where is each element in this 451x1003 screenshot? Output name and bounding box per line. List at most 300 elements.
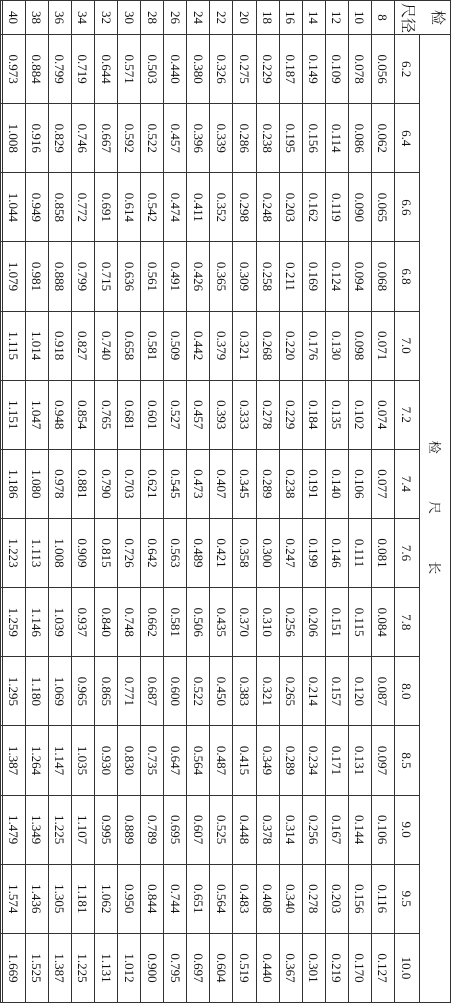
- diameter-cell: 26: [164, 1, 187, 35]
- table-row: [256, 1, 279, 1003]
- volume-cell: 1.047: [25, 380, 48, 449]
- volume-cell: 0.978: [48, 449, 71, 518]
- volume-cell: 0.644: [94, 35, 117, 104]
- volume-cell: 0.229: [256, 35, 279, 104]
- diameter-cell: 16: [279, 1, 302, 35]
- volume-cell: 0.642: [141, 518, 164, 587]
- length-header-cell: 6.8: [395, 242, 420, 311]
- length-header-cell: 10.0: [395, 933, 420, 1002]
- volume-cell: 0.219: [325, 933, 348, 1002]
- volume-cell: 0.703: [118, 449, 141, 518]
- volume-cell: 0.090: [348, 173, 371, 242]
- volume-cell: 0.509: [164, 311, 187, 380]
- volume-cell: 0.301: [302, 933, 325, 1002]
- volume-cell: 0.171: [325, 726, 348, 795]
- empty-cell: [1, 795, 3, 864]
- volume-cell: 0.503: [141, 35, 164, 104]
- volume-cell: 0.203: [325, 864, 348, 933]
- volume-cell: 1.039: [48, 588, 71, 657]
- volume-cell: 0.746: [71, 104, 94, 173]
- volume-cell: 1.264: [25, 726, 48, 795]
- volume-cell: 0.247: [279, 518, 302, 587]
- length-header-row: [395, 1, 420, 1003]
- volume-cell: 1.044: [2, 173, 25, 242]
- volume-cell: 0.378: [256, 795, 279, 864]
- volume-cell: 1.014: [25, 311, 48, 380]
- volume-cell: 0.084: [371, 588, 394, 657]
- volume-cell: 0.995: [94, 795, 117, 864]
- volume-cell: 0.383: [233, 657, 256, 726]
- diameter-cell: 36: [48, 1, 71, 35]
- volume-cell: 0.379: [210, 311, 233, 380]
- volume-cell: 0.380: [187, 35, 210, 104]
- volume-cell: 0.321: [256, 657, 279, 726]
- volume-cell: 0.854: [71, 380, 94, 449]
- volume-cell: 0.314: [279, 795, 302, 864]
- volume-cell: 0.176: [302, 311, 325, 380]
- volume-cell: 0.581: [164, 588, 187, 657]
- length-header-cell: 9.5: [395, 864, 420, 933]
- empty-cell: [1, 657, 3, 726]
- volume-cell: 1.147: [48, 726, 71, 795]
- volume-cell: 0.087: [371, 657, 394, 726]
- table-row: [302, 1, 325, 1003]
- volume-cell: 0.358: [233, 518, 256, 587]
- volume-cell: 0.473: [187, 449, 210, 518]
- volume-cell: 0.345: [233, 449, 256, 518]
- volume-cell: 0.286: [233, 104, 256, 173]
- volume-cell: 0.950: [118, 864, 141, 933]
- volume-cell: 0.909: [71, 518, 94, 587]
- volume-cell: 1.387: [48, 933, 71, 1002]
- volume-cell: 0.127: [371, 933, 394, 1002]
- volume-cell: 0.187: [279, 35, 302, 104]
- volume-cell: 0.248: [256, 173, 279, 242]
- volume-cell: 0.450: [210, 657, 233, 726]
- volume-cell: 0.527: [164, 380, 187, 449]
- volume-cell: 0.094: [348, 242, 371, 311]
- volume-cell: 0.119: [325, 173, 348, 242]
- volume-cell: 0.744: [164, 864, 187, 933]
- volume-cell: 0.339: [210, 104, 233, 173]
- volume-cell: 0.715: [94, 242, 117, 311]
- volume-cell: 1.349: [25, 795, 48, 864]
- volume-cell: 0.102: [348, 380, 371, 449]
- empty-cell: [1, 588, 3, 657]
- volume-cell: 0.561: [141, 242, 164, 311]
- volume-cell: 0.771: [118, 657, 141, 726]
- volume-cell: 0.621: [141, 449, 164, 518]
- volume-cell: 0.365: [210, 242, 233, 311]
- volume-cell: 1.069: [48, 657, 71, 726]
- volume-cell: 0.114: [325, 104, 348, 173]
- volume-cell: 0.097: [371, 726, 394, 795]
- volume-cell: 0.865: [94, 657, 117, 726]
- table-row: [233, 1, 256, 1003]
- volume-cell: 0.519: [233, 933, 256, 1002]
- volume-cell: 0.199: [302, 518, 325, 587]
- table-row: [210, 1, 233, 1003]
- volume-cell: 0.074: [371, 380, 394, 449]
- volume-cell: 0.571: [118, 35, 141, 104]
- volume-cell: 0.310: [256, 588, 279, 657]
- volume-cell: 0.949: [25, 173, 48, 242]
- corner-header: [395, 1, 451, 35]
- volume-cell: 0.440: [256, 933, 279, 1002]
- volume-cell: 0.973: [2, 35, 25, 104]
- volume-cell: 0.916: [25, 104, 48, 173]
- length-header-cell: 6.4: [395, 104, 420, 173]
- volume-cell: 0.162: [302, 173, 325, 242]
- volume-cell: 0.937: [71, 588, 94, 657]
- length-header-cell: 6.2: [395, 35, 420, 104]
- length-header-cell: 7.8: [395, 588, 420, 657]
- volume-cell: 0.111: [348, 518, 371, 587]
- volume-cell: 0.435: [210, 588, 233, 657]
- table-body: [1, 1, 395, 1003]
- volume-cell: 0.522: [141, 104, 164, 173]
- empty-cell: [1, 726, 3, 795]
- volume-cell: 0.278: [302, 864, 325, 933]
- volume-cell: 0.131: [348, 726, 371, 795]
- volume-cell: 1.008: [2, 104, 25, 173]
- volume-cell: 0.440: [164, 35, 187, 104]
- volume-cell: 0.662: [141, 588, 164, 657]
- volume-cell: 0.396: [187, 104, 210, 173]
- diameter-cell: 32: [94, 1, 117, 35]
- volume-cell: 0.563: [164, 518, 187, 587]
- volume-cell: 0.157: [325, 657, 348, 726]
- volume-cell: 0.726: [118, 518, 141, 587]
- volume-cell: 0.116: [371, 864, 394, 933]
- volume-cell: 1.080: [25, 449, 48, 518]
- volume-cell: 0.086: [348, 104, 371, 173]
- volume-cell: 0.124: [325, 242, 348, 311]
- volume-cell: 0.830: [118, 726, 141, 795]
- corner-diameter-label: 尺径: [399, 3, 415, 34]
- volume-cell: 0.229: [279, 380, 302, 449]
- volume-cell: 1.115: [2, 311, 25, 380]
- volume-cell: 1.186: [2, 449, 25, 518]
- empty-cell: [1, 933, 3, 1002]
- volume-cell: 0.687: [141, 657, 164, 726]
- volume-cell: 0.300: [256, 518, 279, 587]
- volume-cell: 0.522: [187, 657, 210, 726]
- volume-cell: 0.321: [233, 311, 256, 380]
- diameter-cell: 38: [25, 1, 48, 35]
- diameter-cell: 20: [233, 1, 256, 35]
- diameter-cell: 24: [187, 1, 210, 35]
- volume-cell: 0.309: [233, 242, 256, 311]
- volume-cell: 0.483: [233, 864, 256, 933]
- table-row: [71, 1, 94, 1003]
- volume-cell: 0.098: [348, 311, 371, 380]
- length-header-cell: 7.0: [395, 311, 420, 380]
- volume-cell: 1.225: [48, 795, 71, 864]
- volume-cell: 0.234: [302, 726, 325, 795]
- volume-cell: 0.144: [348, 795, 371, 864]
- volume-cell: 0.765: [94, 380, 117, 449]
- volume-cell: 0.077: [371, 449, 394, 518]
- volume-cell: 1.146: [25, 588, 48, 657]
- volume-cell: 0.156: [302, 104, 325, 173]
- volume-cell: 0.691: [94, 173, 117, 242]
- volume-cell: 0.965: [71, 657, 94, 726]
- volume-cell: 1.225: [71, 933, 94, 1002]
- empty-cell: [1, 449, 3, 518]
- volume-cell: 1.181: [71, 864, 94, 933]
- volume-cell: 1.436: [25, 864, 48, 933]
- volume-cell: 0.844: [141, 864, 164, 933]
- empty-row: [1, 1, 3, 1003]
- table-row: [348, 1, 371, 1003]
- volume-cell: 0.881: [71, 449, 94, 518]
- table-row: [94, 1, 117, 1003]
- table-row: [25, 1, 48, 1003]
- volume-cell: 0.827: [71, 311, 94, 380]
- volume-cell: 0.651: [187, 864, 210, 933]
- diameter-cell: 28: [141, 1, 164, 35]
- volume-cell: 0.256: [302, 795, 325, 864]
- volume-cell: 0.542: [141, 173, 164, 242]
- table-row: [164, 1, 187, 1003]
- volume-cell: 0.564: [187, 726, 210, 795]
- diameter-cell: 18: [256, 1, 279, 35]
- volume-cell: 0.140: [325, 449, 348, 518]
- volume-cell: 0.256: [279, 588, 302, 657]
- volume-cell: 0.415: [233, 726, 256, 795]
- length-header-cell: 8.0: [395, 657, 420, 726]
- volume-cell: 1.113: [25, 518, 48, 587]
- empty-cell: [1, 1, 3, 35]
- volume-cell: 0.268: [256, 311, 279, 380]
- volume-cell: 0.858: [48, 173, 71, 242]
- volume-cell: 0.815: [94, 518, 117, 587]
- volume-cell: 0.333: [233, 380, 256, 449]
- length-header-cell: 7.6: [395, 518, 420, 587]
- volume-cell: 0.697: [187, 933, 210, 1002]
- volume-cell: 0.421: [210, 518, 233, 587]
- volume-cell: 0.795: [164, 933, 187, 1002]
- volume-cell: 0.062: [371, 104, 394, 173]
- table-row: [187, 1, 210, 1003]
- volume-cell: 0.278: [256, 380, 279, 449]
- empty-cell: [1, 518, 3, 587]
- diameter-cell: 14: [302, 1, 325, 35]
- volume-cell: 0.220: [279, 311, 302, 380]
- volume-cell: 0.981: [25, 242, 48, 311]
- volume-cell: 0.170: [348, 933, 371, 1002]
- volume-cell: 0.149: [302, 35, 325, 104]
- volume-cell: 0.214: [302, 657, 325, 726]
- volume-cell: 1.525: [25, 933, 48, 1002]
- volume-cell: 0.195: [279, 104, 302, 173]
- diameter-cell: 10: [348, 1, 371, 35]
- length-title: 检 尺 长: [420, 35, 451, 1003]
- volume-cell: 0.457: [164, 104, 187, 173]
- volume-cell: 0.068: [371, 242, 394, 311]
- volume-cell: 0.658: [118, 311, 141, 380]
- volume-cell: 1.295: [2, 657, 25, 726]
- empty-cell: [1, 380, 3, 449]
- volume-cell: 0.600: [164, 657, 187, 726]
- length-header-cell: 7.4: [395, 449, 420, 518]
- volume-cell: 0.275: [233, 35, 256, 104]
- volume-cell: 0.948: [48, 380, 71, 449]
- volume-cell: 0.411: [187, 173, 210, 242]
- volume-cell: 0.889: [118, 795, 141, 864]
- diameter-cell: 12: [325, 1, 348, 35]
- title-row: [420, 1, 451, 1003]
- volume-cell: 1.479: [2, 795, 25, 864]
- length-header-cell: 7.2: [395, 380, 420, 449]
- empty-cell: [1, 864, 3, 933]
- volume-cell: 1.669: [2, 933, 25, 1002]
- volume-cell: 0.789: [141, 795, 164, 864]
- volume-cell: 0.740: [94, 311, 117, 380]
- volume-cell: 0.604: [210, 933, 233, 1002]
- volume-cell: 0.525: [210, 795, 233, 864]
- volume-cell: 0.130: [325, 311, 348, 380]
- volume-cell: 0.487: [210, 726, 233, 795]
- volume-cell: 0.457: [187, 380, 210, 449]
- volume-cell: 0.426: [187, 242, 210, 311]
- empty-cell: [1, 242, 3, 311]
- table-row: [279, 1, 302, 1003]
- volume-cell: 0.191: [302, 449, 325, 518]
- volume-cell: 0.349: [256, 726, 279, 795]
- volume-cell: 0.407: [210, 449, 233, 518]
- volume-cell: 0.135: [325, 380, 348, 449]
- volume-cell: 0.211: [279, 242, 302, 311]
- volume-cell: 1.131: [94, 933, 117, 1002]
- volume-cell: 0.884: [25, 35, 48, 104]
- volume-cell: 0.607: [187, 795, 210, 864]
- volume-cell: 0.151: [325, 588, 348, 657]
- volume-cell: 1.259: [2, 588, 25, 657]
- volume-cell: 0.564: [210, 864, 233, 933]
- volume-cell: 0.408: [256, 864, 279, 933]
- volume-cell: 0.298: [233, 173, 256, 242]
- diameter-cell: 30: [118, 1, 141, 35]
- volume-cell: 0.918: [48, 311, 71, 380]
- volume-cell: 0.448: [233, 795, 256, 864]
- volume-cell: 1.151: [2, 380, 25, 449]
- volume-cell: 0.647: [164, 726, 187, 795]
- volume-cell: 0.900: [141, 933, 164, 1002]
- corner-length-label: 检: [429, 9, 445, 25]
- empty-cell: [1, 35, 3, 104]
- volume-cell: 0.106: [348, 449, 371, 518]
- volume-cell: 0.829: [48, 104, 71, 173]
- volume-cell: 0.545: [164, 449, 187, 518]
- volume-cell: 1.387: [2, 726, 25, 795]
- table-row: [371, 1, 394, 1003]
- volume-cell: 0.790: [94, 449, 117, 518]
- volume-cell: 1.062: [94, 864, 117, 933]
- volume-cell: 0.581: [141, 311, 164, 380]
- volume-cell: 0.667: [94, 104, 117, 173]
- volume-cell: 1.008: [48, 518, 71, 587]
- volume-cell: 0.393: [210, 380, 233, 449]
- diameter-cell: 8: [371, 1, 394, 35]
- volume-cell: 0.115: [348, 588, 371, 657]
- volume-cell: 0.120: [348, 657, 371, 726]
- length-header-cell: 9.0: [395, 795, 420, 864]
- volume-cell: 0.156: [348, 864, 371, 933]
- volume-cell: 1.107: [71, 795, 94, 864]
- volume-cell: 0.719: [71, 35, 94, 104]
- volume-cell: 0.056: [371, 35, 394, 104]
- volume-cell: 0.772: [71, 173, 94, 242]
- volume-cell: 0.340: [279, 864, 302, 933]
- volume-cell: 0.799: [71, 242, 94, 311]
- volume-cell: 0.840: [94, 588, 117, 657]
- volume-cell: 0.930: [94, 726, 117, 795]
- volume-cell: 0.735: [141, 726, 164, 795]
- volume-cell: 0.681: [118, 380, 141, 449]
- volume-cell: 1.012: [118, 933, 141, 1002]
- volume-cell: 1.035: [71, 726, 94, 795]
- volume-cell: 0.489: [187, 518, 210, 587]
- volume-cell: 0.748: [118, 588, 141, 657]
- length-header-cell: 8.5: [395, 726, 420, 795]
- volume-cell: 0.203: [279, 173, 302, 242]
- volume-cell: 0.071: [371, 311, 394, 380]
- volume-cell: 0.109: [325, 35, 348, 104]
- volume-cell: 0.289: [256, 449, 279, 518]
- diameter-cell: 22: [210, 1, 233, 35]
- volume-cell: 0.065: [371, 173, 394, 242]
- volume-cell: 0.799: [48, 35, 71, 104]
- volume-cell: 0.146: [325, 518, 348, 587]
- table-row: [325, 1, 348, 1003]
- volume-cell: 0.238: [256, 104, 279, 173]
- volume-cell: 0.184: [302, 380, 325, 449]
- empty-cell: [1, 173, 3, 242]
- volume-cell: 0.169: [302, 242, 325, 311]
- diameter-cell: 40: [2, 1, 25, 35]
- volume-cell: 0.265: [279, 657, 302, 726]
- volume-cell: 0.695: [164, 795, 187, 864]
- volume-cell: 0.238: [279, 449, 302, 518]
- volume-cell: 1.574: [2, 864, 25, 933]
- empty-cell: [1, 311, 3, 380]
- volume-cell: 0.258: [256, 242, 279, 311]
- volume-cell: 0.370: [233, 588, 256, 657]
- table-row: [48, 1, 71, 1003]
- volume-cell: 0.167: [325, 795, 348, 864]
- empty-cell: [1, 104, 3, 173]
- volume-cell: 1.305: [48, 864, 71, 933]
- volume-cell: 0.506: [187, 588, 210, 657]
- volume-cell: 0.636: [118, 242, 141, 311]
- volume-cell: 0.442: [187, 311, 210, 380]
- volume-cell: 0.289: [279, 726, 302, 795]
- table-row: [118, 1, 141, 1003]
- volume-cell: 0.352: [210, 173, 233, 242]
- volume-cell: 1.079: [2, 242, 25, 311]
- diameter-cell: 34: [71, 1, 94, 35]
- volume-cell: 0.491: [164, 242, 187, 311]
- volume-cell: 1.223: [2, 518, 25, 587]
- volume-cell: 1.180: [25, 657, 48, 726]
- length-header-cell: 6.6: [395, 173, 420, 242]
- volume-cell: 0.474: [164, 173, 187, 242]
- volume-cell: 0.888: [48, 242, 71, 311]
- volume-cell: 0.592: [118, 104, 141, 173]
- table-row: [2, 1, 25, 1003]
